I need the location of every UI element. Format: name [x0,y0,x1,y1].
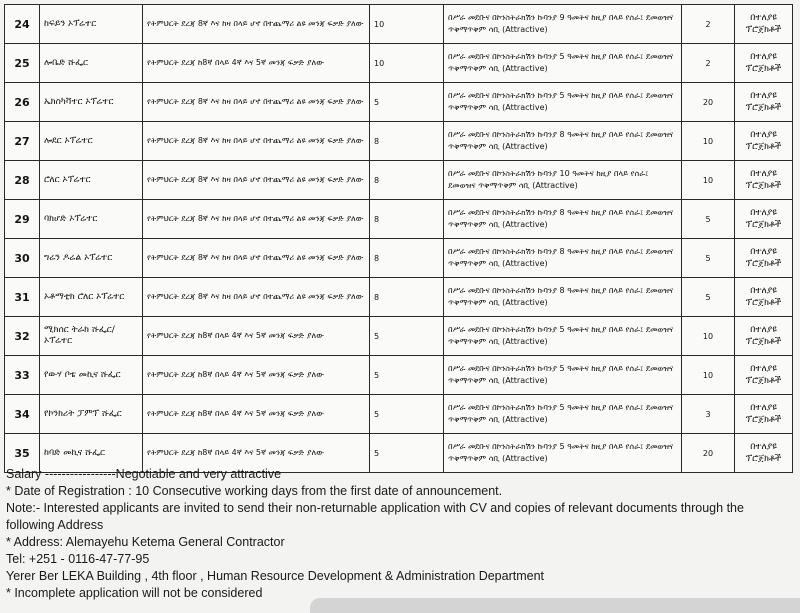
work-place: በተለያዩ ፕሮጀክቶች [735,239,793,278]
row-number: 34 [5,395,40,434]
qualification: የትምህርት ደረጃ 8ኛ እና ከዛ በላይ ሆኖ በተጨማሪ ልዩ መንጃ ፍቃድ ያለው [143,83,370,122]
job-title: ከባድ መኪና ሹፌር [40,434,143,473]
qualification: የትምህርት ደረጃ 8ኛ እና ከዛ በላይ ሆኖ በተጨማሪ ልዩ መንጃ ፍቃድ ያለው [143,239,370,278]
experience-and-salary: በሥራ መደቡና በኮንስትራክሽን ኩባንያ 5 ዓመትና ከዚያ በላይ የሰራ፤ ደመወዝና ጥቅማጥቅም ሳቢ (Attractive) [444,83,682,122]
experience-and-salary: በሥራ መደቡና በኮንስትራክሽን ኩባንያ 5 ዓመትና ከዚያ በላይ የሰራ፤ ደመወዝና ጥቅማጥቅም ሳቢ (Attractive) [444,356,682,395]
table-row [5,356,793,395]
table-row [5,239,793,278]
row-number: 27 [5,122,40,161]
table-row [5,122,793,161]
job-title: የውሃ ቦቴ መኪና ሹፌር [40,356,143,395]
experience: 10 [370,44,444,83]
row-number: 28 [5,161,40,200]
row-number: 29 [5,200,40,239]
work-place: በተለያዩ ፕሮጀክቶች [735,44,793,83]
experience: 5 [370,83,444,122]
experience: 8 [370,200,444,239]
telephone-line: Tel: +251 - 0116-47-77-95 [6,552,150,566]
row-number: 33 [5,356,40,395]
quantity: 5 [682,200,735,239]
work-place: በተለያዩ ፕሮጀክቶች [735,278,793,317]
registration-note: * Date of Registration : 10 Consecutive working days from the first date of announcement. [6,484,503,498]
office-location: Yerer Ber LEKA Building , 4th floor , Human Resource Development & Administration Department [6,569,545,583]
experience: 8 [370,239,444,278]
quantity: 10 [682,161,735,200]
qualification: የትምህርት ደረጃ 8ኛ እና ከዛ በላይ ሆኖ በተጨማሪ ልዩ መንጃ ፍቃድ ያለው [143,200,370,239]
experience-and-salary: በሥራ መደቡና በኮንስትራክሽን ኩባንያ 9 ዓመትና ከዚያ በላይ የሰራ፤ ደመወዝና ጥቅማጥቅም ሳቢ (Attractive) [444,5,682,44]
job-title: ባክሆድ ኦፕሬተር [40,200,143,239]
experience: 8 [370,161,444,200]
row-number: 24 [5,5,40,44]
work-place: በተለያዩ ፕሮጀክቶች [735,5,793,44]
experience: 8 [370,278,444,317]
row-number: 25 [5,44,40,83]
qualification: የትምህርት ደረጃ ከ8ኛ በላይ 4ኛ እና 5ኛ መንጃ ፍቃድ ያለው [143,44,370,83]
job-title: የኮንክሪት ፓምፕ ሹፌር [40,395,143,434]
experience-and-salary: በሥራ መደቡና በኮንስትራክሽን ኩባንያ 5 ዓመትና ከዚያ በላይ የሰራ፤ ደመወዝና ጥቅማጥቅም ሳቢ (Attractive) [444,44,682,83]
row-number: 30 [5,239,40,278]
experience: 5 [370,356,444,395]
table-row [5,83,793,122]
row-number: 31 [5,278,40,317]
job-title: ኦቶማቲክ ሮለር ኦፕሬተር [40,278,143,317]
job-title: ከፍይን ኦፕሬተር [40,5,143,44]
quantity: 10 [682,317,735,356]
qualification: የትምህርት ደረጃ ከ8ኛ በላይ 4ኛ እና 5ኛ መንጃ ፍቃድ ያለው [143,356,370,395]
qualification: የትምህርት ደረጃ ከ8ኛ በላይ 4ኛ እና 5ኛ መንጃ ፍቃድ ያለው [143,317,370,356]
work-place: በተለያዩ ፕሮጀክቶች [735,395,793,434]
quantity: 10 [682,356,735,395]
table-row [5,5,793,44]
qualification: የትምህርት ደረጃ ከ8ኛ በላይ 4ኛ እና 5ኛ መንጃ ፍቃድ ያለው [143,395,370,434]
experience-and-salary: በሥራ መደቡና በኮንስትራክሽን ኩባንያ 8 ዓመትና ከዚያ በላይ የሰራ፤ ደመወዝና ጥቅማጥቅም ሳቢ (Attractive) [444,122,682,161]
work-place: በተለያዩ ፕሮጀክቶች [735,83,793,122]
experience: 5 [370,395,444,434]
qualification: የትምህርት ደረጃ 8ኛ እና ከዛ በላይ ሆኖ በተጨማሪ ልዩ መንጃ ፍቃድ ያለው [143,161,370,200]
job-title: ሮለር ኦፕሬተር [40,161,143,200]
experience-and-salary: በሥራ መደቡና በኮንስትራክሽን ኩባንያ 8 ዓመትና ከዚያ በላይ የሰራ፤ ደመወዝና ጥቅማጥቅም ሳቢ (Attractive) [444,278,682,317]
work-place: በተለያዩ ፕሮጀክቶች [735,200,793,239]
qualification: የትምህርት ደረጃ 8ኛ እና ከዛ በላይ ሆኖ በተጨማሪ ልዩ መንጃ ፍቃድ ያለው [143,122,370,161]
row-number: 26 [5,83,40,122]
job-title: ግሬን ዶሬል ኦፕሬተር [40,239,143,278]
experience: 10 [370,5,444,44]
job-rows [5,5,793,473]
salary-note: Salary -----------------Negotiable and very attractive [6,467,282,481]
announcement-notes [6,466,796,602]
job-title: ሎደር ኦፕሬተር [40,122,143,161]
quantity: 5 [682,278,735,317]
table-row [5,278,793,317]
experience: 8 [370,122,444,161]
experience-and-salary: በሥራ መደቡና በኮንስትራክሽን ኩባንያ 8 ዓመትና ከዚያ በላይ የሰራ፤ ደመወዝና ጥቅማጥቅም ሳቢ (Attractive) [444,200,682,239]
work-place: በተለያዩ ፕሮጀክቶች [735,161,793,200]
job-title: ሚክሰር ትራክ ሹፌር/ኦፕሬተር [40,317,143,356]
quantity: 2 [682,44,735,83]
table-row [5,161,793,200]
experience-and-salary: በሥራ መደቡና በኮንስትራክሽን ኩባንያ 5 ዓመትና ከዚያ በላይ የሰራ፤ ደመወዝና ጥቅማጥቅም ሳቢ (Attractive) [444,434,682,473]
job-title: ሎቤድ ሹፌር [40,44,143,83]
job-title: ኤክስካቫተር ኦፕሬተር [40,83,143,122]
quantity: 10 [682,122,735,161]
job-vacancy-table [4,4,793,473]
table-row [5,395,793,434]
quantity: 20 [682,434,735,473]
scan-shadow [310,598,800,613]
table-row [5,200,793,239]
quantity: 2 [682,5,735,44]
work-place: በተለያዩ ፕሮጀክቶች [735,122,793,161]
table-row [5,44,793,83]
qualification: የትምህርት ደረጃ 8ኛ እና ከዛ በላይ ሆኖ በተጨማሪ ልዩ መንጃ ፍቃድ ያለው [143,278,370,317]
qualification: የትምህርት ደረጃ 8ኛ እና ከዛ በላይ ሆኖ በተጨማሪ ልዩ መንጃ ፍቃድ ያለው [143,5,370,44]
experience-and-salary: በሥራ መደቡና በኮንስትራክሽን ኩባንያ 5 ዓመትና ከዚያ በላይ የሰራ፤ ደመወዝና ጥቅማጥቅም ሳቢ (Attractive) [444,317,682,356]
qualification: የትምህርት ደረጃ ከ8ኛ በላይ 4ኛ እና 5ኛ መንጃ ፍቃድ ያለው [143,434,370,473]
incomplete-application-note: * Incomplete application will not be considered [6,586,263,600]
experience-and-salary: በሥራ መደቡና በኮንስትራክሽን ኩባንያ 5 ዓመትና ከዚያ በላይ የሰራ፤ ደመወዝና ጥቅማጥቅም ሳቢ (Attractive) [444,395,682,434]
quantity: 3 [682,395,735,434]
experience: 5 [370,434,444,473]
quantity: 20 [682,83,735,122]
experience: 5 [370,317,444,356]
work-place: በተለያዩ ፕሮጀክቶች [735,356,793,395]
work-place: በተለያዩ ፕሮጀክቶች [735,434,793,473]
row-number: 32 [5,317,40,356]
address-line: * Address: Alemayehu Ketema General Contractor [6,535,285,549]
table-row [5,317,793,356]
application-note: Note:- Interested applicants are invited to send their non-returnable application with CV and copies of relevant documents through the following Address [6,501,744,532]
experience-and-salary: በሥራ መደቡና በኮንስትራክሽን ኩባንያ 8 ዓመትና ከዚያ በላይ የሰራ፤ ደመወዝና ጥቅማጥቅም ሳቢ (Attractive) [444,239,682,278]
quantity: 5 [682,239,735,278]
work-place: በተለያዩ ፕሮጀክቶች [735,317,793,356]
experience-and-salary: በሥራ መደቡና በኮንስትራክሽን ኩባንያ 10 ዓመትና ከዚያ በላይ የሰራ፤ ደመወዝና ጥቅማጥቅም ሳቢ (Attractive) [444,161,682,200]
row-number: 35 [5,434,40,473]
